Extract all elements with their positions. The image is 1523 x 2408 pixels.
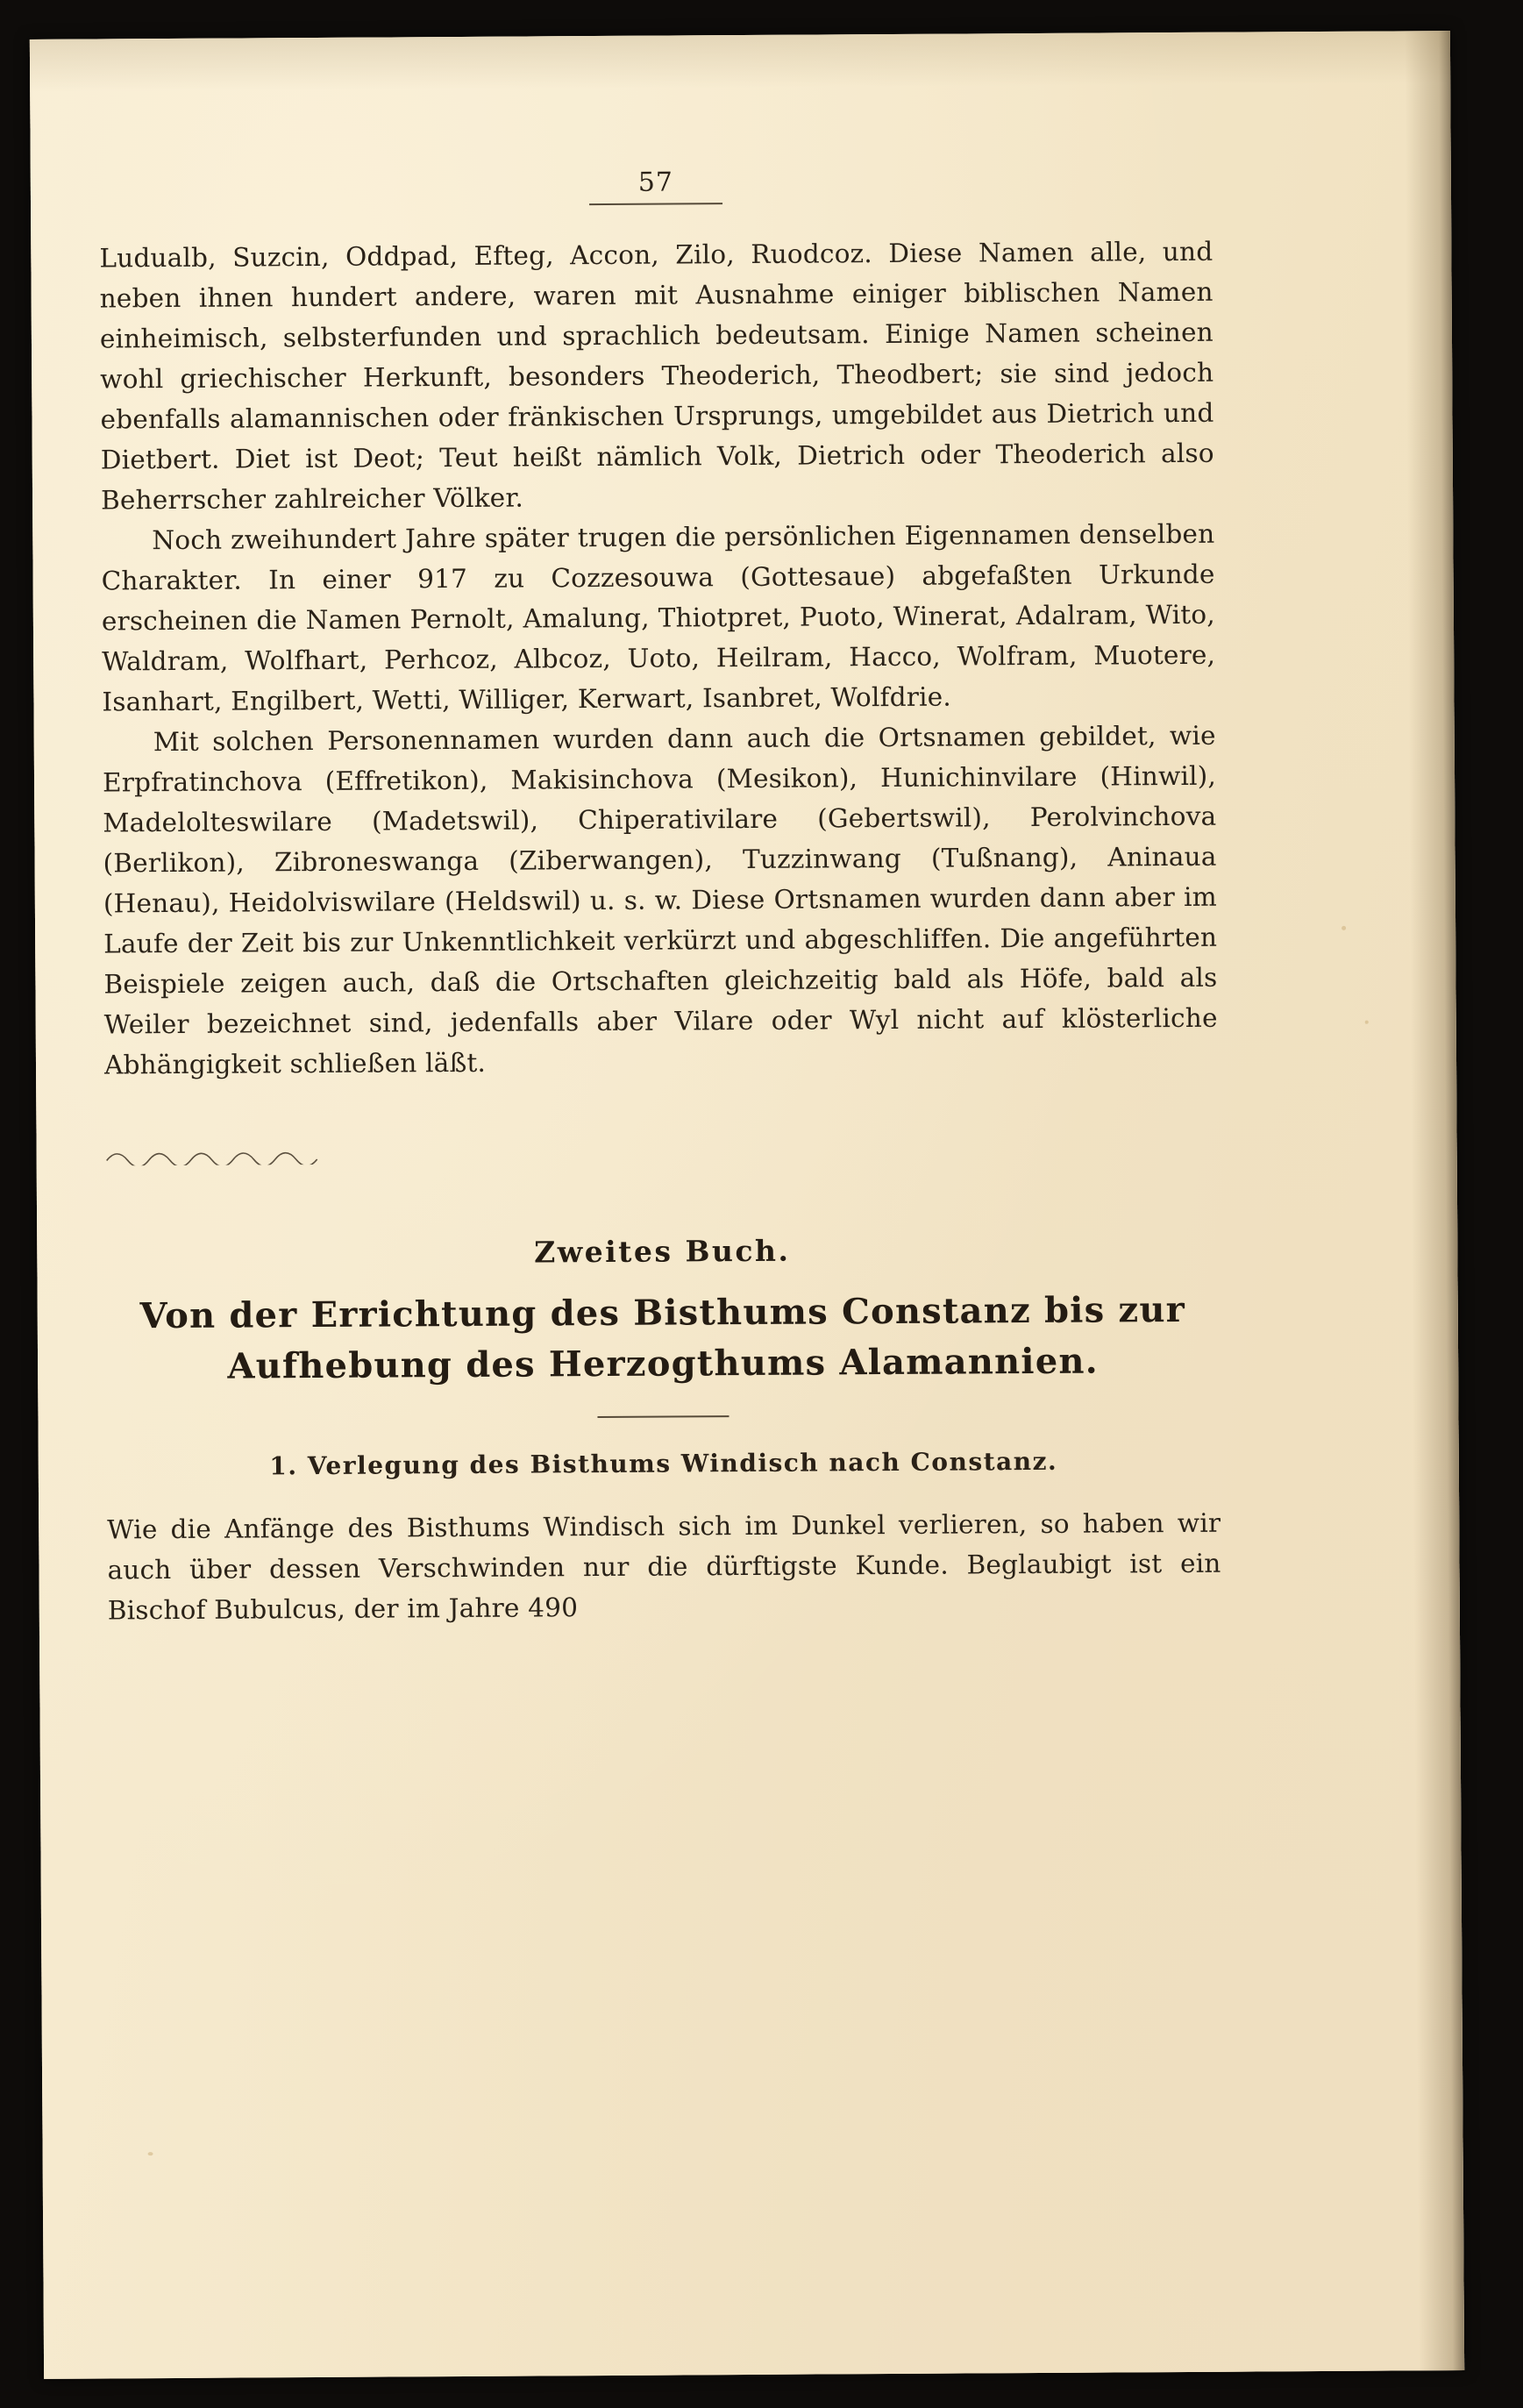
folio-rule: [589, 203, 722, 205]
squiggle-ornament-icon: [105, 1149, 324, 1166]
paragraph: Mit solchen Personennamen wurden dann auch die Ortsnamen gebildet, wie Erpfratinchova (Effretikon), Makisinchova (Mesikon), Hunichinvilare (Hinwil), Madelolteswilare (Madetswil), Chiperativilare (Gebertswil), Perolvinchova (Berlikon), Zibroneswanga (Ziberwangen), Tuzzinwang (Tußnang), Aninaua (Henau), Heidolviswilare (Heldswil) u. s. w. Diese Ortsnamen wurden dann aber im Laufe der Zeit bis zur Unkenntlichkeit verkürzt und abgeschliffen. Die angeführten Beispiele zeigen auch, daß die Ortschaften gleichzeitig bald als Höfe, bald als Weiler bezeichnet sind, jedenfalls aber Vilare oder Wyl nicht auf klösterliche Abhängigkeit schließen läßt.: [102, 720, 1218, 1080]
folio: [99, 164, 1213, 209]
page-number: 57: [637, 167, 674, 198]
paper-speck: [148, 2152, 153, 2155]
paper-speck: [1342, 926, 1346, 930]
paragraph: Ludualb, Suzcin, Oddpad, Efteg, Accon, Zilo, Ruodcoz. Diese Namen alle, und neben ihnen hundert andere, waren mit Ausnahme einiger biblischen Namen einheimisch, selbsterfunden und sprachlich bedeutsam. Einige Namen scheinen wohl griechischer Herkunft, besonders Theoderich, Theodbert; sie sind jedoch ebenfalls alamannischen oder fränkischen Ursprungs, umgebildet aus Dietrich und Dietbert. Diet ist Deot; Teut heißt nämlich Volk, Dietrich oder Theoderich also Beherrscher zahlreicher Völker.: [99, 236, 1214, 516]
book-kicker: Zweites Buch.: [534, 1233, 791, 1270]
section-body-text: [107, 1503, 1221, 1631]
paragraph: Noch zweihundert Jahre später trugen die persönlichen Eigennamen denselben Charakter. In einer 917 zu Cozzesouwa (Gottesaue) abgefaßten Urkunde erscheinen die Namen Pernolt, Amalung, Thiotpret, Puoto, Winerat, Adalram, Wito, Waldram, Wolfhart, Perhcoz, Albcoz, Uoto, Heilram, Hacco, Wolfram, Muotere, Isanhart, Engilbert, Wetti, Williger, Kerwart, Isanbret, Wolfdrie.: [101, 518, 1216, 717]
book-heading-block: [105, 1231, 1220, 1421]
paper-speck: [1365, 1021, 1369, 1024]
heading-rule: [597, 1415, 729, 1418]
page-content: [99, 164, 1221, 1631]
section-heading: 1. Verlegung des Bisthums Windisch nach Constanz.: [269, 1446, 1058, 1481]
book-page: [30, 31, 1464, 2379]
paragraph: Wie die Anfänge des Bisthums Windisch sich im Dunkel verlieren, so haben wir auch über dessen Verschwinden nur die dürftigste Kunde. Beglaubigt ist ein Bischof Bubulcus, der im Jahre 490: [107, 1507, 1221, 1626]
body-text: [99, 232, 1218, 1086]
book-title: Von der Errichtung des Bisthums Constanz bis zur Aufhebung des Herzogthums Alamannien.: [139, 1288, 1186, 1387]
